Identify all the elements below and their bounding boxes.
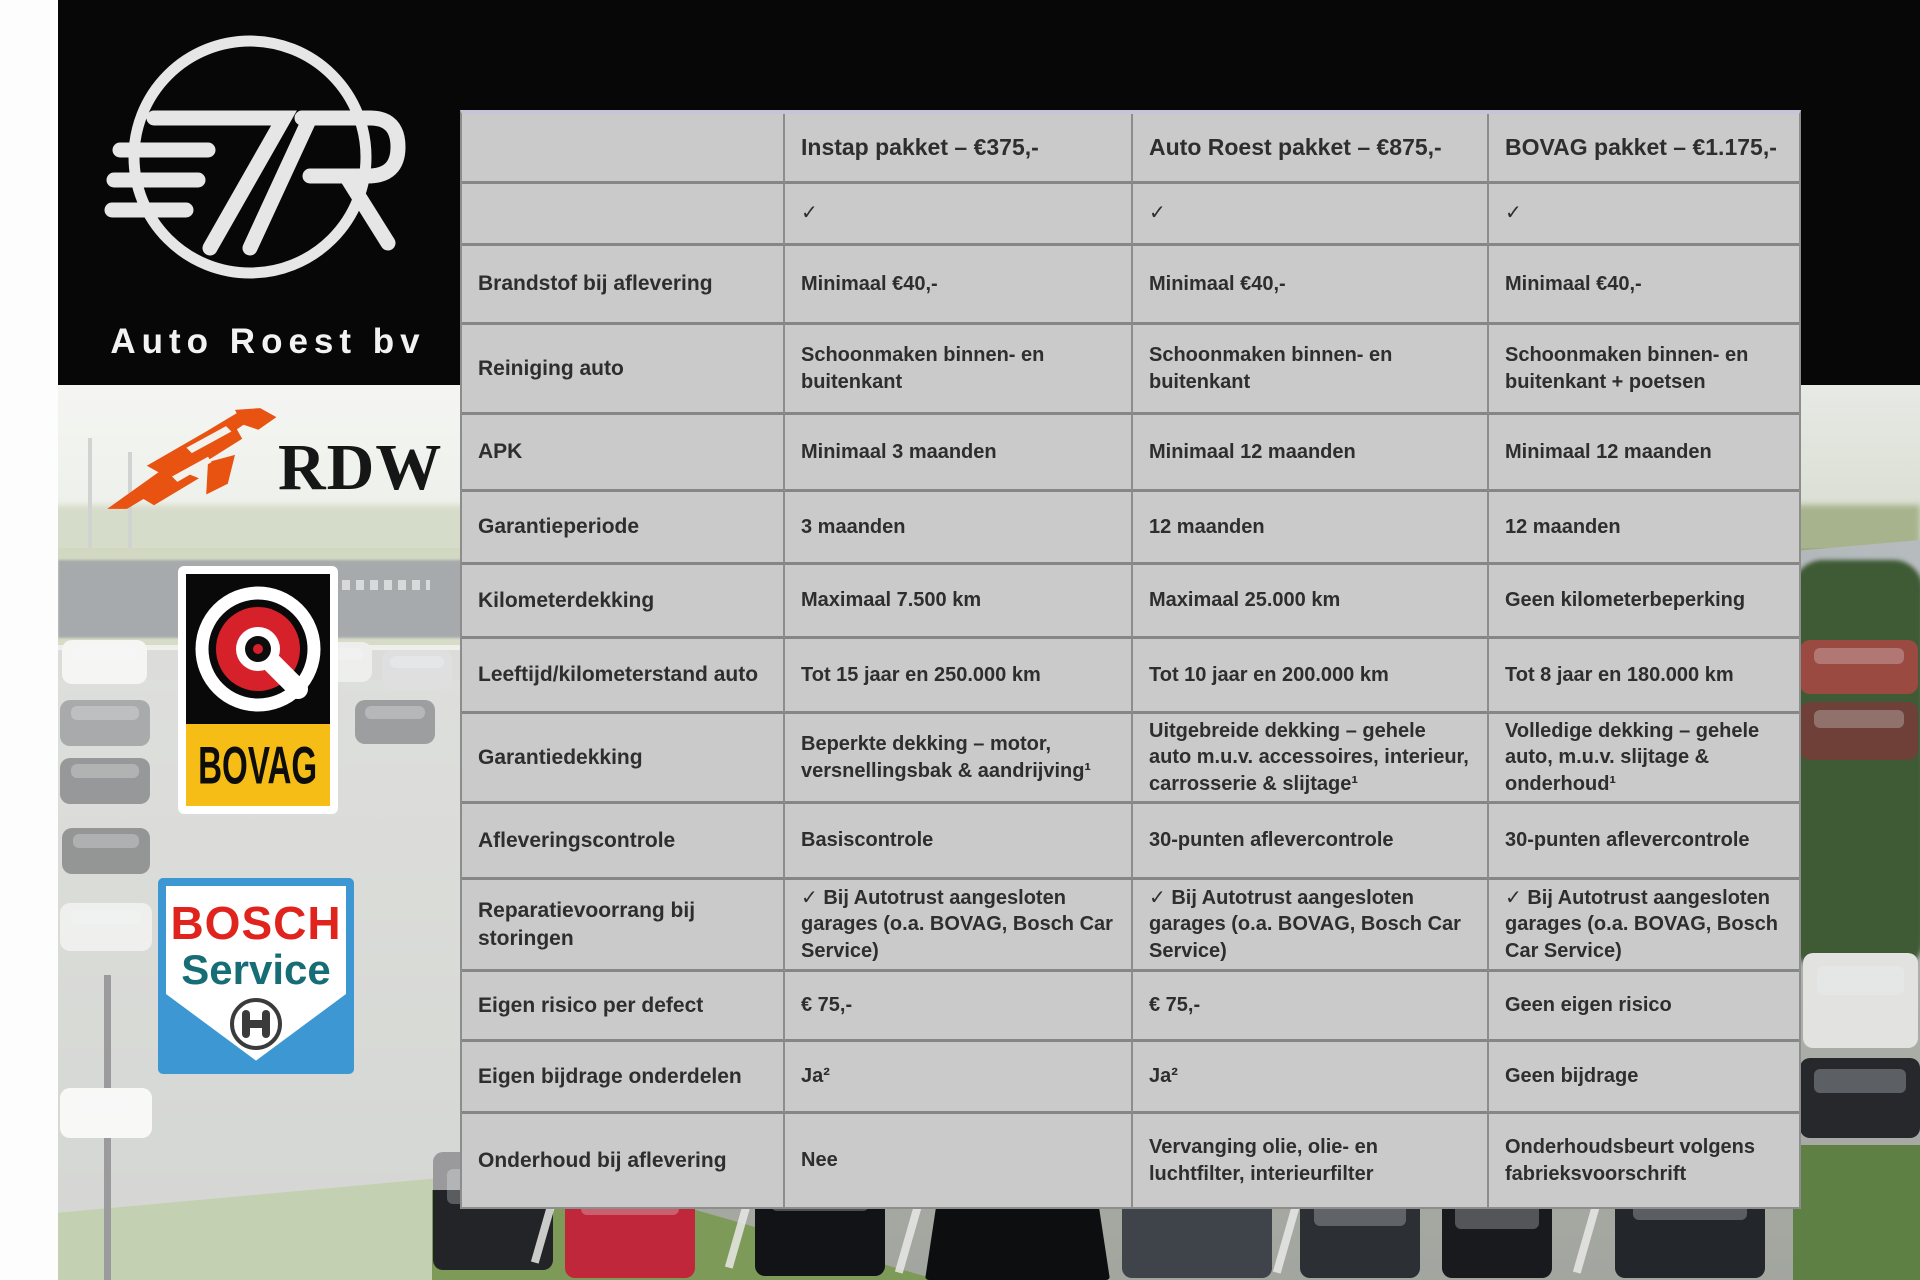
table-cell: Volledige dekking – gehele auto, m.u.v. slijtage & onderhoud¹ xyxy=(1489,714,1799,804)
bosch-wordmark: BOSCH xyxy=(170,897,342,949)
row-label: Afleveringscontrole xyxy=(462,804,785,880)
left-margin xyxy=(0,0,58,1280)
row-label: APK xyxy=(462,415,785,492)
parked-car xyxy=(1803,953,1918,1048)
table-cell: Tot 15 jaar en 250.000 km xyxy=(785,639,1133,714)
table-cell: ✓ xyxy=(1489,184,1799,246)
trees xyxy=(1793,560,1920,970)
bosch-anchor-icon xyxy=(228,996,284,1057)
row-label: Garantiedekking xyxy=(462,714,785,804)
table-cell: 30-punten aflevercontrole xyxy=(1489,804,1799,880)
bovag-emblem-icon xyxy=(186,574,330,724)
table-cell: € 75,- xyxy=(1133,972,1489,1042)
column-header: Instap pakket – €375,- xyxy=(785,114,1133,184)
table-cell: Minimaal 3 maanden xyxy=(785,415,1133,492)
table-cell: Geen bijdrage xyxy=(1489,1042,1799,1114)
table-cell: Schoonmaken binnen- en buitenkant + poetsen xyxy=(1489,325,1799,415)
table-cell: ✓ Bij Autotrust aangesloten garages (o.a. BOVAG, Bosch Car Service) xyxy=(1133,880,1489,972)
table-cell: 3 maanden xyxy=(785,492,1133,565)
row-label: Eigen risico per defect xyxy=(462,972,785,1042)
parked-car xyxy=(1800,640,1918,694)
table-cell: Tot 10 jaar en 200.000 km xyxy=(1133,639,1489,714)
bovag-band xyxy=(186,724,330,806)
table-cell: ✓ Bij Autotrust aangesloten garages (o.a. BOVAG, Bosch Car Service) xyxy=(1489,880,1799,972)
corner-cell xyxy=(462,114,785,184)
table-cell: Tot 8 jaar en 180.000 km xyxy=(1489,639,1799,714)
autoroest-wordmark: Auto Roest bv xyxy=(110,322,426,361)
table-cell: Basiscontrole xyxy=(785,804,1133,880)
table-cell: Nee xyxy=(785,1114,1133,1207)
table-cell: Uitgebreide dekking – gehele auto m.u.v. accessoires, interieur, carrosserie & slijtage¹ xyxy=(1133,714,1489,804)
table-cell: 30-punten aflevercontrole xyxy=(1133,804,1489,880)
row-label xyxy=(462,184,785,246)
row-label: Eigen bijdrage onderdelen xyxy=(462,1042,785,1114)
rdw-eagle-icon xyxy=(100,408,280,518)
row-label: Onderhoud bij aflevering xyxy=(462,1114,785,1207)
table-cell: Beperkte dekking – motor, versnellingsbak & aandrijving¹ xyxy=(785,714,1133,804)
row-label: Garantieperiode xyxy=(462,492,785,565)
table-cell: € 75,- xyxy=(785,972,1133,1042)
column-header: Auto Roest pakket – €875,- xyxy=(1133,114,1489,184)
white-overlay xyxy=(0,1190,432,1280)
table-cell: Ja² xyxy=(785,1042,1133,1114)
table-cell: Maximaal 25.000 km xyxy=(1133,565,1489,639)
table-cell: 12 maanden xyxy=(1133,492,1489,565)
bosch-logo xyxy=(158,878,354,1074)
row-label: Leeftijd/kilometerstand auto xyxy=(462,639,785,714)
row-label: Brandstof bij aflevering xyxy=(462,246,785,325)
row-label: Kilometerdekking xyxy=(462,565,785,639)
table-cell: Schoonmaken binnen- en buitenkant xyxy=(785,325,1133,415)
table-cell: Minimaal €40,- xyxy=(785,246,1133,325)
table-cell: Minimaal €40,- xyxy=(1489,246,1799,325)
bovag-wordmark: BOVAG xyxy=(198,735,318,795)
table-cell: ✓ xyxy=(1133,184,1489,246)
parked-car xyxy=(1800,702,1918,760)
table-cell: Maximaal 7.500 km xyxy=(785,565,1133,639)
row-label: Reparatievoorrang bij storingen xyxy=(462,880,785,972)
table-cell: Geen kilometerbeperking xyxy=(1489,565,1799,639)
table-cell: ✓ Bij Autotrust aangesloten garages (o.a. BOVAG, Bosch Car Service) xyxy=(785,880,1133,972)
rdw-wordmark: RDW xyxy=(278,431,443,504)
table-cell: Minimaal 12 maanden xyxy=(1133,415,1489,492)
table-cell: Minimaal 12 maanden xyxy=(1489,415,1799,492)
table-cell: Ja² xyxy=(1133,1042,1489,1114)
table-cell: Onderhoudsbeurt volgens fabrieksvoorschrift xyxy=(1489,1114,1799,1207)
package-table xyxy=(460,110,1801,1209)
row-label: Reiniging auto xyxy=(462,325,785,415)
table-cell: Vervanging olie, olie- en luchtfilter, interieurfilter xyxy=(1133,1114,1489,1207)
bovag-logo xyxy=(178,566,338,814)
autoroest-logo xyxy=(58,0,478,385)
bosch-service-label: Service xyxy=(181,946,331,993)
table-cell: ✓ xyxy=(785,184,1133,246)
column-header: BOVAG pakket – €1.175,- xyxy=(1489,114,1799,184)
parked-car xyxy=(1800,1058,1920,1138)
rdw-logo xyxy=(100,408,443,528)
grass xyxy=(1793,1145,1920,1280)
table-cell: Geen eigen risico xyxy=(1489,972,1799,1042)
table-cell: Schoonmaken binnen- en buitenkant xyxy=(1133,325,1489,415)
table-cell: 12 maanden xyxy=(1489,492,1799,565)
table-cell: Minimaal €40,- xyxy=(1133,246,1489,325)
